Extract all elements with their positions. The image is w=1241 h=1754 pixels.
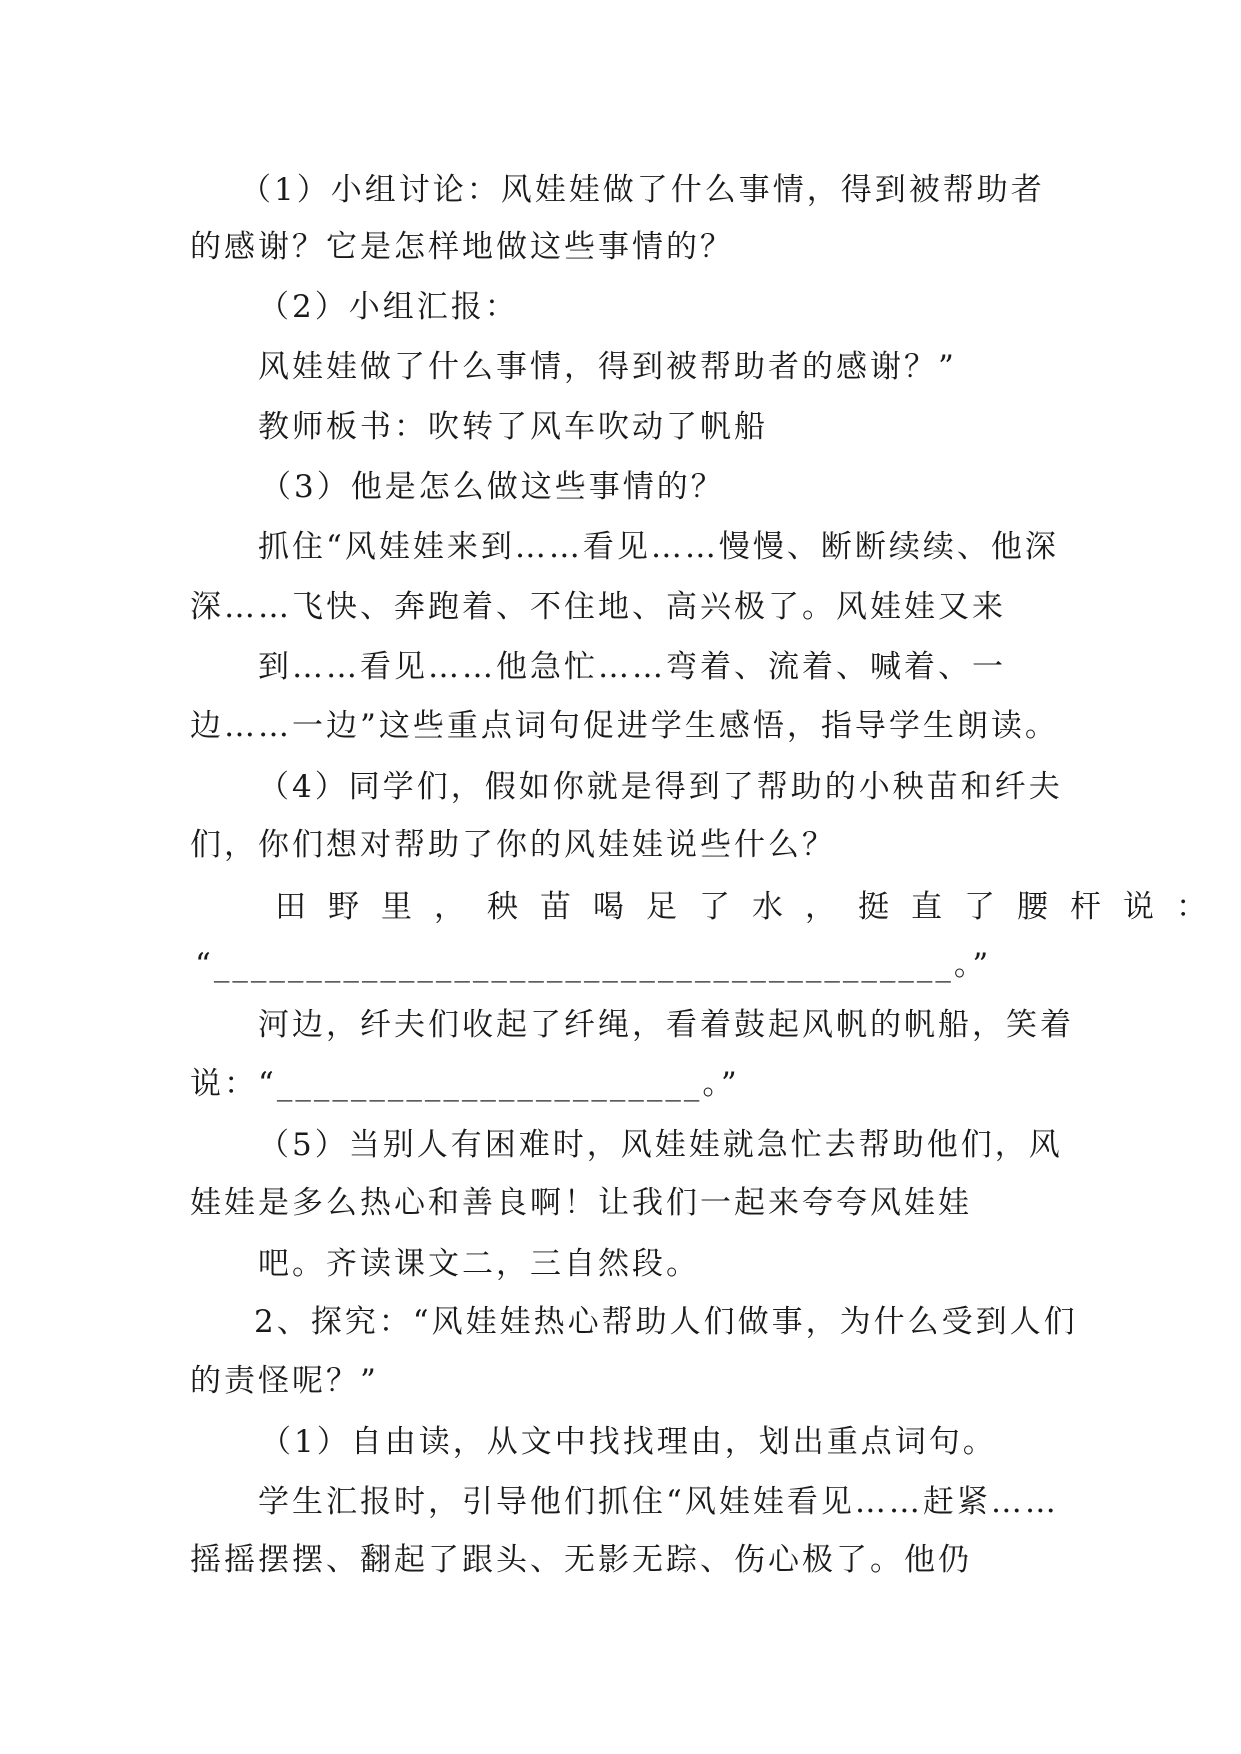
text-line: 的感谢？它是怎样地做这些事情的？	[190, 229, 734, 265]
text-line: 风娃娃做了什么事情，得到被帮助者的感谢？”	[258, 349, 957, 385]
text-line: 2、探究：“风娃娃热心帮助人们做事，为什么受到人们	[254, 1304, 1078, 1340]
text-line: （3）他是怎么做这些事情的？	[260, 469, 725, 505]
text-line: 们，你们想对帮助了你的风娃娃说些什么？	[190, 827, 836, 863]
text-line: 教师板书：吹转了风车吹动了帆船	[258, 409, 768, 445]
text-line: （1）自由读，从文中找找理由，划出重点词句。	[260, 1424, 997, 1460]
text-line: 河边，纤夫们收起了纤绳，看着鼓起风帆的帆船，笑着	[258, 1007, 1074, 1043]
text-line: 摇摇摆摆、翻起了跟头、无影无踪、伤心极了。他仍	[190, 1542, 972, 1578]
fill-in-blank: “________________________________________。”	[195, 947, 992, 983]
text-line: （2）小组汇报：	[258, 289, 519, 325]
fill-in-blank: 说：“_______________________。”	[190, 1066, 740, 1102]
text-line: 的责怪呢？”	[190, 1363, 379, 1399]
text-line: （5）当别人有困难时，风娃娃就急忙去帮助他们，风	[258, 1127, 1063, 1163]
text-line: 学生汇报时，引导他们抓住“风娃娃看见……赶紧……	[258, 1484, 1059, 1520]
text-line: 吧。齐读课文二，三自然段。	[258, 1246, 700, 1282]
text-line: 到……看见……他急忙……弯着、流着、喊着、一	[258, 649, 1006, 685]
text-line: 抓住“风娃娃来到……看见……慢慢、断断续续、他深	[258, 529, 1059, 565]
text-line: 娃娃是多么热心和善良啊！让我们一起来夸夸风娃娃	[190, 1185, 972, 1221]
text-line: 深……飞快、奔跑着、不住地、高兴极了。风娃娃又来	[190, 589, 1006, 625]
text-line: （4）同学们，假如你就是得到了帮助的小秧苗和纤夫	[258, 769, 1063, 805]
text-line: （1）小组讨论：风娃娃做了什么事情，得到被帮助者	[240, 172, 1045, 208]
text-line: 田野里，秧苗喝足了水，挺直了腰杆说：	[275, 889, 1229, 925]
text-line: 边……一边”这些重点词句促进学生感悟，指导学生朗读。	[190, 708, 1059, 744]
